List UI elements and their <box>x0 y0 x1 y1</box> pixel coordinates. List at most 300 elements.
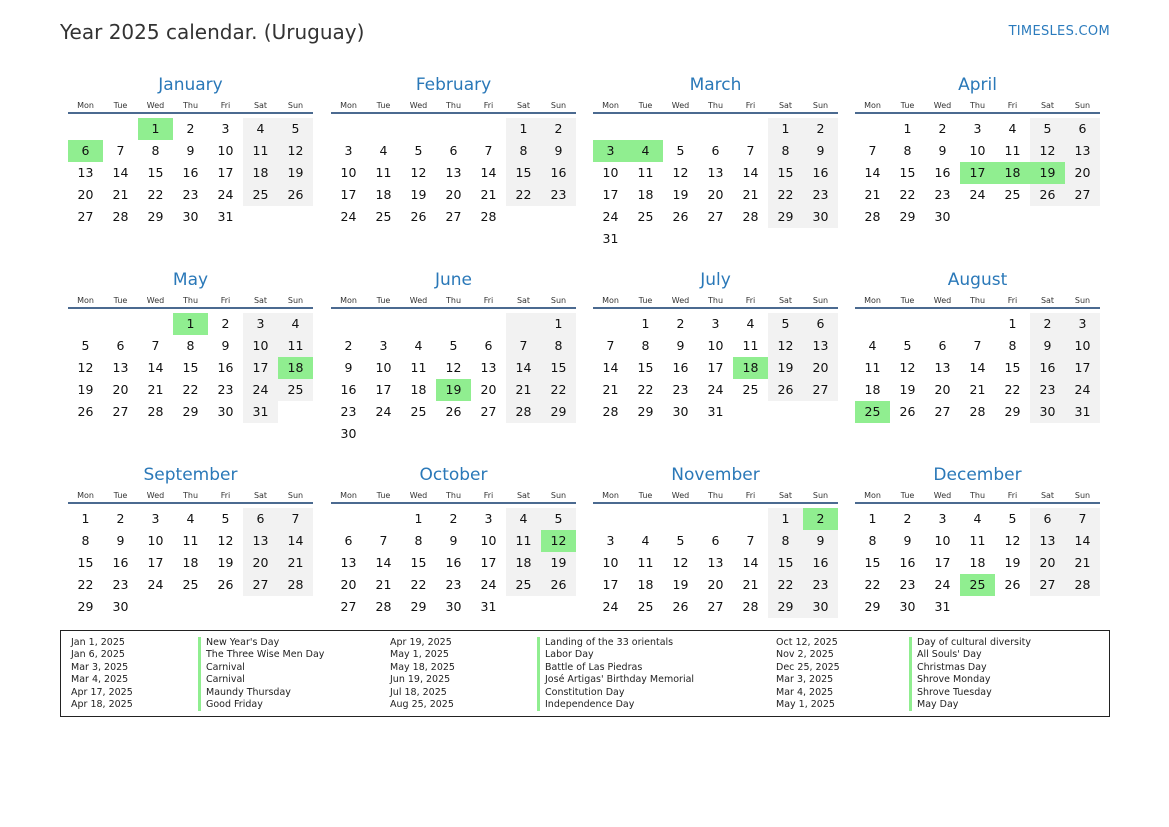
day-cell[interactable]: 27 <box>340 599 357 614</box>
day-cell[interactable]: 14 <box>375 555 392 570</box>
day-cell[interactable]: 27 <box>480 404 497 419</box>
day-cell[interactable]: 8 <box>414 533 423 548</box>
day-cell[interactable]: 19 <box>899 382 916 397</box>
day-cell[interactable]: 14 <box>969 360 986 375</box>
day-cell[interactable]: 7 <box>278 508 313 530</box>
day-cell[interactable]: 23 <box>803 184 838 206</box>
day-cell[interactable]: 7 <box>606 338 615 353</box>
day-cell[interactable]: 13 <box>445 165 462 180</box>
day-cell[interactable]: 24 <box>243 379 278 401</box>
day-cell[interactable]: 25 <box>637 599 654 614</box>
day-cell[interactable]: 3 <box>973 121 982 136</box>
day-cell[interactable]: 25 <box>410 404 427 419</box>
day-cell[interactable]: 31 <box>934 599 951 614</box>
day-cell[interactable]: 12 <box>541 530 576 552</box>
day-cell[interactable]: 1 <box>506 118 541 140</box>
day-cell[interactable]: 4 <box>379 143 388 158</box>
day-cell[interactable]: 7 <box>973 338 982 353</box>
day-cell[interactable]: 19 <box>672 577 689 592</box>
day-cell[interactable]: 23 <box>112 577 129 592</box>
day-cell[interactable]: 20 <box>77 187 94 202</box>
day-cell[interactable]: 1 <box>138 118 173 140</box>
day-cell[interactable]: 18 <box>864 382 881 397</box>
day-cell[interactable]: 21 <box>480 187 497 202</box>
day-cell[interactable]: 11 <box>182 533 199 548</box>
day-cell[interactable]: 23 <box>217 382 234 397</box>
day-cell[interactable]: 24 <box>340 209 357 224</box>
day-cell[interactable]: 1 <box>414 511 423 526</box>
day-cell[interactable]: 20 <box>340 577 357 592</box>
day-cell[interactable]: 21 <box>969 382 986 397</box>
day-cell[interactable]: 22 <box>77 577 94 592</box>
day-cell[interactable]: 1 <box>173 313 208 335</box>
day-cell[interactable]: 7 <box>746 533 755 548</box>
day-cell[interactable]: 16 <box>899 555 916 570</box>
day-cell[interactable]: 2 <box>803 118 838 140</box>
day-cell[interactable]: 24 <box>480 577 497 592</box>
day-cell[interactable]: 9 <box>186 143 195 158</box>
day-cell[interactable]: 20 <box>707 577 724 592</box>
day-cell[interactable]: 21 <box>112 187 129 202</box>
day-cell[interactable]: 2 <box>449 511 458 526</box>
day-cell[interactable]: 4 <box>414 338 423 353</box>
day-cell[interactable]: 17 <box>375 382 392 397</box>
day-cell[interactable]: 10 <box>707 338 724 353</box>
day-cell[interactable]: 30 <box>217 404 234 419</box>
day-cell[interactable]: 7 <box>151 338 160 353</box>
day-cell[interactable]: 30 <box>899 599 916 614</box>
day-cell[interactable]: 7 <box>746 143 755 158</box>
day-cell[interactable]: 14 <box>147 360 164 375</box>
day-cell[interactable]: 26 <box>672 209 689 224</box>
day-cell[interactable]: 15 <box>637 360 654 375</box>
day-cell[interactable]: 29 <box>768 206 803 228</box>
day-cell[interactable]: 5 <box>221 511 230 526</box>
day-cell[interactable]: 6 <box>484 338 493 353</box>
day-cell[interactable]: 19 <box>541 552 576 574</box>
day-cell[interactable]: 5 <box>1030 118 1065 140</box>
day-cell[interactable]: 20 <box>480 382 497 397</box>
day-cell[interactable]: 11 <box>375 165 392 180</box>
day-cell[interactable]: 21 <box>375 577 392 592</box>
day-cell[interactable]: 13 <box>934 360 951 375</box>
day-cell[interactable]: 26 <box>1030 184 1065 206</box>
day-cell[interactable]: 7 <box>379 533 388 548</box>
day-cell[interactable]: 15 <box>541 357 576 379</box>
day-cell[interactable]: 11 <box>742 338 759 353</box>
day-cell[interactable]: 1 <box>81 511 90 526</box>
day-cell[interactable]: 3 <box>711 316 720 331</box>
day-cell[interactable]: 6 <box>1065 118 1100 140</box>
day-cell[interactable]: 11 <box>243 140 278 162</box>
day-cell[interactable]: 13 <box>77 165 94 180</box>
day-cell[interactable]: 17 <box>602 577 619 592</box>
day-cell[interactable]: 29 <box>541 401 576 423</box>
day-cell[interactable]: 27 <box>934 404 951 419</box>
day-cell[interactable]: 14 <box>864 165 881 180</box>
day-cell[interactable]: 31 <box>480 599 497 614</box>
day-cell[interactable]: 19 <box>77 382 94 397</box>
day-cell[interactable]: 15 <box>864 555 881 570</box>
day-cell[interactable]: 20 <box>934 382 951 397</box>
day-cell[interactable]: 4 <box>506 508 541 530</box>
day-cell[interactable]: 1 <box>868 511 877 526</box>
day-cell[interactable]: 1 <box>641 316 650 331</box>
day-cell[interactable]: 25 <box>243 184 278 206</box>
day-cell[interactable]: 15 <box>1004 360 1021 375</box>
day-cell[interactable]: 11 <box>637 165 654 180</box>
day-cell[interactable]: 17 <box>602 187 619 202</box>
day-cell[interactable]: 15 <box>768 552 803 574</box>
day-cell[interactable]: 17 <box>1065 357 1100 379</box>
day-cell[interactable]: 31 <box>243 401 278 423</box>
day-cell[interactable]: 17 <box>707 360 724 375</box>
day-cell[interactable]: 6 <box>344 533 353 548</box>
day-cell[interactable]: 26 <box>77 404 94 419</box>
day-cell[interactable]: 8 <box>81 533 90 548</box>
day-cell[interactable]: 19 <box>217 555 234 570</box>
day-cell[interactable]: 6 <box>116 338 125 353</box>
day-cell[interactable]: 9 <box>1030 335 1065 357</box>
day-cell[interactable]: 29 <box>637 404 654 419</box>
day-cell[interactable]: 20 <box>243 552 278 574</box>
day-cell[interactable]: 2 <box>903 511 912 526</box>
day-cell[interactable]: 26 <box>410 209 427 224</box>
day-cell[interactable]: 21 <box>864 187 881 202</box>
day-cell[interactable]: 11 <box>410 360 427 375</box>
day-cell[interactable]: 20 <box>112 382 129 397</box>
day-cell[interactable]: 23 <box>899 577 916 592</box>
day-cell[interactable]: 17 <box>480 555 497 570</box>
day-cell[interactable]: 27 <box>803 379 838 401</box>
day-cell[interactable]: 30 <box>340 426 357 441</box>
day-cell[interactable]: 11 <box>864 360 881 375</box>
day-cell[interactable]: 3 <box>606 533 615 548</box>
site-brand-link[interactable]: TIMESLES.COM <box>1008 24 1110 39</box>
day-cell[interactable]: 22 <box>637 382 654 397</box>
day-cell[interactable]: 1 <box>1008 316 1017 331</box>
day-cell[interactable]: 29 <box>182 404 199 419</box>
day-cell[interactable]: 20 <box>445 187 462 202</box>
day-cell[interactable]: 1 <box>768 508 803 530</box>
day-cell[interactable]: 25 <box>855 401 890 423</box>
day-cell[interactable]: 27 <box>1065 184 1100 206</box>
day-cell[interactable]: 24 <box>1065 379 1100 401</box>
day-cell[interactable]: 3 <box>221 121 230 136</box>
day-cell[interactable]: 12 <box>77 360 94 375</box>
day-cell[interactable]: 26 <box>1004 577 1021 592</box>
day-cell[interactable]: 21 <box>506 379 541 401</box>
day-cell[interactable]: 18 <box>278 357 313 379</box>
day-cell[interactable]: 12 <box>672 165 689 180</box>
day-cell[interactable]: 28 <box>278 574 313 596</box>
day-cell[interactable]: 16 <box>1030 357 1065 379</box>
day-cell[interactable]: 3 <box>938 511 947 526</box>
day-cell[interactable]: 13 <box>340 555 357 570</box>
day-cell[interactable]: 3 <box>243 313 278 335</box>
day-cell[interactable]: 23 <box>672 382 689 397</box>
day-cell[interactable]: 27 <box>1030 574 1065 596</box>
day-cell[interactable]: 1 <box>768 118 803 140</box>
day-cell[interactable]: 16 <box>803 552 838 574</box>
day-cell[interactable]: 19 <box>278 162 313 184</box>
day-cell[interactable]: 1 <box>903 121 912 136</box>
day-cell[interactable]: 5 <box>676 533 685 548</box>
day-cell[interactable]: 12 <box>672 555 689 570</box>
day-cell[interactable]: 21 <box>147 382 164 397</box>
day-cell[interactable]: 10 <box>340 165 357 180</box>
day-cell[interactable]: 14 <box>278 530 313 552</box>
day-cell[interactable]: 22 <box>147 187 164 202</box>
day-cell[interactable]: 18 <box>995 162 1030 184</box>
day-cell[interactable]: 5 <box>278 118 313 140</box>
day-cell[interactable]: 6 <box>68 140 103 162</box>
day-cell[interactable]: 27 <box>112 404 129 419</box>
day-cell[interactable]: 13 <box>707 555 724 570</box>
day-cell[interactable]: 24 <box>707 382 724 397</box>
day-cell[interactable]: 30 <box>803 206 838 228</box>
day-cell[interactable]: 4 <box>243 118 278 140</box>
day-cell[interactable]: 9 <box>449 533 458 548</box>
day-cell[interactable]: 9 <box>803 140 838 162</box>
day-cell[interactable]: 24 <box>147 577 164 592</box>
day-cell[interactable]: 20 <box>707 187 724 202</box>
day-cell[interactable]: 13 <box>243 530 278 552</box>
day-cell[interactable]: 6 <box>449 143 458 158</box>
day-cell[interactable]: 9 <box>676 338 685 353</box>
day-cell[interactable]: 8 <box>151 143 160 158</box>
day-cell[interactable]: 13 <box>480 360 497 375</box>
day-cell[interactable]: 2 <box>1030 313 1065 335</box>
day-cell[interactable]: 5 <box>449 338 458 353</box>
day-cell[interactable]: 4 <box>628 140 663 162</box>
day-cell[interactable]: 2 <box>221 316 230 331</box>
day-cell[interactable]: 15 <box>410 555 427 570</box>
day-cell[interactable]: 26 <box>445 404 462 419</box>
day-cell[interactable]: 28 <box>480 209 497 224</box>
day-cell[interactable]: 20 <box>1065 162 1100 184</box>
day-cell[interactable]: 2 <box>186 121 195 136</box>
day-cell[interactable]: 21 <box>1065 552 1100 574</box>
day-cell[interactable]: 12 <box>445 360 462 375</box>
day-cell[interactable]: 5 <box>903 338 912 353</box>
day-cell[interactable]: 19 <box>1030 162 1065 184</box>
day-cell[interactable]: 27 <box>707 209 724 224</box>
day-cell[interactable]: 16 <box>803 162 838 184</box>
day-cell[interactable]: 23 <box>445 577 462 592</box>
day-cell[interactable]: 28 <box>112 209 129 224</box>
day-cell[interactable]: 12 <box>768 335 803 357</box>
day-cell[interactable]: 16 <box>934 165 951 180</box>
day-cell[interactable]: 14 <box>480 165 497 180</box>
day-cell[interactable]: 18 <box>733 357 768 379</box>
day-cell[interactable]: 12 <box>217 533 234 548</box>
day-cell[interactable]: 31 <box>1065 401 1100 423</box>
day-cell[interactable]: 30 <box>1030 401 1065 423</box>
day-cell[interactable]: 2 <box>541 118 576 140</box>
day-cell[interactable]: 28 <box>602 404 619 419</box>
day-cell[interactable]: 11 <box>969 533 986 548</box>
day-cell[interactable]: 9 <box>221 338 230 353</box>
day-cell[interactable]: 29 <box>410 599 427 614</box>
day-cell[interactable]: 25 <box>1004 187 1021 202</box>
day-cell[interactable]: 8 <box>541 335 576 357</box>
day-cell[interactable]: 30 <box>112 599 129 614</box>
day-cell[interactable]: 6 <box>711 533 720 548</box>
day-cell[interactable]: 24 <box>217 187 234 202</box>
day-cell[interactable]: 27 <box>707 599 724 614</box>
day-cell[interactable]: 5 <box>1008 511 1017 526</box>
day-cell[interactable]: 18 <box>637 577 654 592</box>
day-cell[interactable]: 1 <box>541 313 576 335</box>
day-cell[interactable]: 10 <box>480 533 497 548</box>
day-cell[interactable]: 27 <box>243 574 278 596</box>
day-cell[interactable]: 22 <box>899 187 916 202</box>
day-cell[interactable]: 22 <box>506 184 541 206</box>
day-cell[interactable]: 19 <box>410 187 427 202</box>
day-cell[interactable]: 29 <box>147 209 164 224</box>
day-cell[interactable]: 22 <box>410 577 427 592</box>
day-cell[interactable]: 7 <box>116 143 125 158</box>
day-cell[interactable]: 18 <box>637 187 654 202</box>
day-cell[interactable]: 27 <box>77 209 94 224</box>
day-cell[interactable]: 23 <box>1030 379 1065 401</box>
day-cell[interactable]: 21 <box>278 552 313 574</box>
day-cell[interactable]: 30 <box>803 596 838 618</box>
day-cell[interactable]: 16 <box>217 360 234 375</box>
day-cell[interactable]: 29 <box>899 209 916 224</box>
day-cell[interactable]: 28 <box>969 404 986 419</box>
day-cell[interactable]: 20 <box>1030 552 1065 574</box>
day-cell[interactable]: 26 <box>541 574 576 596</box>
day-cell[interactable]: 23 <box>340 404 357 419</box>
day-cell[interactable]: 12 <box>1004 533 1021 548</box>
day-cell[interactable]: 28 <box>742 599 759 614</box>
day-cell[interactable]: 9 <box>116 533 125 548</box>
day-cell[interactable]: 8 <box>641 338 650 353</box>
day-cell[interactable]: 7 <box>484 143 493 158</box>
day-cell[interactable]: 2 <box>344 338 353 353</box>
day-cell[interactable]: 18 <box>182 555 199 570</box>
day-cell[interactable]: 30 <box>445 599 462 614</box>
day-cell[interactable]: 3 <box>151 511 160 526</box>
day-cell[interactable]: 3 <box>484 511 493 526</box>
day-cell[interactable]: 15 <box>506 162 541 184</box>
day-cell[interactable]: 9 <box>541 140 576 162</box>
day-cell[interactable]: 11 <box>637 555 654 570</box>
day-cell[interactable]: 29 <box>768 596 803 618</box>
day-cell[interactable]: 10 <box>147 533 164 548</box>
day-cell[interactable]: 10 <box>602 165 619 180</box>
day-cell[interactable]: 6 <box>711 143 720 158</box>
day-cell[interactable]: 18 <box>506 552 541 574</box>
day-cell[interactable]: 7 <box>1065 508 1100 530</box>
day-cell[interactable]: 3 <box>1065 313 1100 335</box>
day-cell[interactable]: 26 <box>217 577 234 592</box>
day-cell[interactable]: 22 <box>182 382 199 397</box>
day-cell[interactable]: 4 <box>186 511 195 526</box>
day-cell[interactable]: 18 <box>375 187 392 202</box>
day-cell[interactable]: 18 <box>243 162 278 184</box>
day-cell[interactable]: 24 <box>934 577 951 592</box>
day-cell[interactable]: 26 <box>672 599 689 614</box>
day-cell[interactable]: 4 <box>746 316 755 331</box>
day-cell[interactable]: 18 <box>410 382 427 397</box>
day-cell[interactable]: 13 <box>707 165 724 180</box>
day-cell[interactable]: 14 <box>1065 530 1100 552</box>
day-cell[interactable]: 30 <box>672 404 689 419</box>
day-cell[interactable]: 9 <box>803 530 838 552</box>
day-cell[interactable]: 10 <box>243 335 278 357</box>
day-cell[interactable]: 21 <box>742 187 759 202</box>
day-cell[interactable]: 21 <box>602 382 619 397</box>
day-cell[interactable]: 10 <box>375 360 392 375</box>
day-cell[interactable]: 24 <box>602 209 619 224</box>
day-cell[interactable]: 15 <box>899 165 916 180</box>
day-cell[interactable]: 19 <box>436 379 471 401</box>
day-cell[interactable]: 13 <box>1030 530 1065 552</box>
day-cell[interactable]: 14 <box>112 165 129 180</box>
day-cell[interactable]: 17 <box>217 165 234 180</box>
day-cell[interactable]: 3 <box>344 143 353 158</box>
day-cell[interactable]: 6 <box>1030 508 1065 530</box>
day-cell[interactable]: 8 <box>186 338 195 353</box>
day-cell[interactable]: 6 <box>938 338 947 353</box>
day-cell[interactable]: 13 <box>112 360 129 375</box>
day-cell[interactable]: 4 <box>1008 121 1017 136</box>
day-cell[interactable]: 2 <box>676 316 685 331</box>
day-cell[interactable]: 11 <box>506 530 541 552</box>
day-cell[interactable]: 23 <box>803 574 838 596</box>
day-cell[interactable]: 12 <box>1030 140 1065 162</box>
day-cell[interactable]: 10 <box>217 143 234 158</box>
day-cell[interactable]: 13 <box>1065 140 1100 162</box>
day-cell[interactable]: 22 <box>1004 382 1021 397</box>
day-cell[interactable]: 16 <box>672 360 689 375</box>
day-cell[interactable]: 25 <box>506 574 541 596</box>
day-cell[interactable]: 23 <box>182 187 199 202</box>
day-cell[interactable]: 17 <box>147 555 164 570</box>
day-cell[interactable]: 12 <box>410 165 427 180</box>
day-cell[interactable]: 5 <box>541 508 576 530</box>
day-cell[interactable]: 8 <box>903 143 912 158</box>
day-cell[interactable]: 25 <box>960 574 995 596</box>
day-cell[interactable]: 22 <box>768 184 803 206</box>
day-cell[interactable]: 22 <box>768 574 803 596</box>
day-cell[interactable]: 17 <box>243 357 278 379</box>
day-cell[interactable]: 31 <box>602 231 619 246</box>
day-cell[interactable]: 30 <box>934 209 951 224</box>
day-cell[interactable]: 5 <box>414 143 423 158</box>
day-cell[interactable]: 8 <box>768 140 803 162</box>
day-cell[interactable]: 2 <box>116 511 125 526</box>
day-cell[interactable]: 16 <box>182 165 199 180</box>
day-cell[interactable]: 17 <box>934 555 951 570</box>
day-cell[interactable]: 29 <box>864 599 881 614</box>
day-cell[interactable]: 16 <box>112 555 129 570</box>
day-cell[interactable]: 28 <box>147 404 164 419</box>
day-cell[interactable]: 30 <box>182 209 199 224</box>
day-cell[interactable]: 24 <box>602 599 619 614</box>
day-cell[interactable]: 8 <box>506 140 541 162</box>
day-cell[interactable]: 5 <box>768 313 803 335</box>
day-cell[interactable]: 9 <box>344 360 353 375</box>
day-cell[interactable]: 15 <box>768 162 803 184</box>
day-cell[interactable]: 19 <box>768 357 803 379</box>
day-cell[interactable]: 10 <box>934 533 951 548</box>
day-cell[interactable]: 16 <box>445 555 462 570</box>
day-cell[interactable]: 11 <box>1004 143 1021 158</box>
